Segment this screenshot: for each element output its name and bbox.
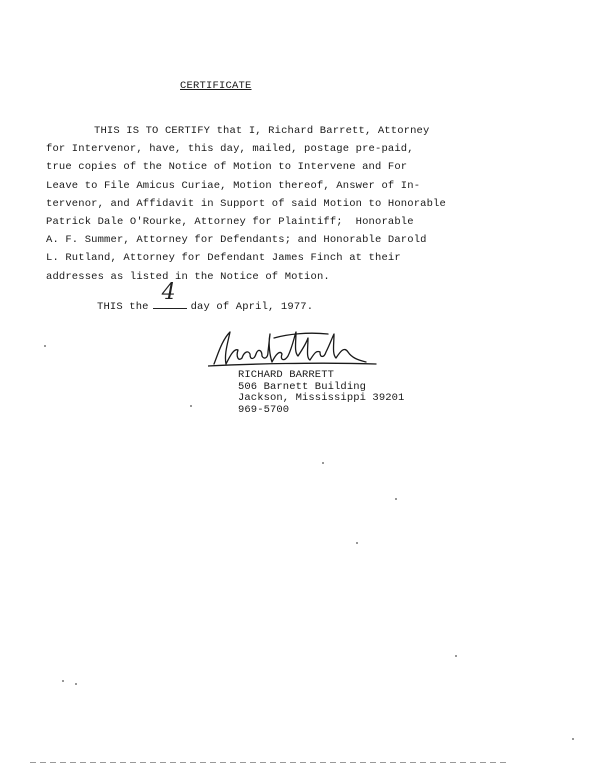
- scan-speck: [572, 738, 574, 740]
- handwritten-day: 4: [161, 280, 176, 305]
- scan-speck: [190, 405, 192, 407]
- body-line: THIS IS TO CERTIFY that I, Richard Barrett, Attorney: [94, 125, 430, 137]
- scan-edge-line: [30, 762, 510, 763]
- scan-speck: [75, 683, 77, 685]
- day-blank: [153, 280, 187, 309]
- body-line: for Intervenor, have, this day, mailed, postage pre-paid,: [46, 143, 414, 156]
- body-line: Leave to File Amicus Curiae, Motion thereof, Answer of In-: [46, 179, 421, 192]
- certificate-title: CERTIFICATE: [180, 80, 252, 92]
- body-line: L. Rutland, Attorney for Defendant James Finch at their: [46, 252, 401, 265]
- body-line: Patrick Dale O'Rourke, Attorney for Plaintiff; Honorable: [46, 216, 414, 229]
- scan-speck: [44, 345, 46, 347]
- signer-city-line: Jackson, Mississippi 39201: [238, 392, 405, 404]
- date-line: [97, 280, 314, 313]
- signer-name: RICHARD BARRETT: [238, 369, 335, 381]
- body-line: true copies of the Notice of Motion to Intervene and For: [46, 161, 408, 174]
- certificate-body: [46, 122, 566, 286]
- date-suffix: day of April, 1977.: [190, 301, 314, 313]
- signer-phone: 969-5700: [238, 403, 290, 416]
- scan-speck: [356, 542, 358, 544]
- body-line: A. F. Summer, Attorney for Defendants; and Honorable Darold: [46, 234, 427, 247]
- date-prefix: THIS the: [97, 301, 149, 313]
- scan-speck: [62, 680, 64, 682]
- scan-speck: [455, 655, 457, 657]
- scan-speck: [395, 498, 397, 500]
- handwritten-signature: [208, 324, 378, 372]
- body-line: tervenor, and Affidavit in Support of said Motion to Honorable: [46, 197, 446, 210]
- signer-address-line: 506 Barnett Building: [238, 380, 367, 393]
- scan-speck: [322, 462, 324, 464]
- body-line: addresses as listed in the Notice of Motion.: [46, 270, 330, 283]
- signature-block: [238, 370, 404, 416]
